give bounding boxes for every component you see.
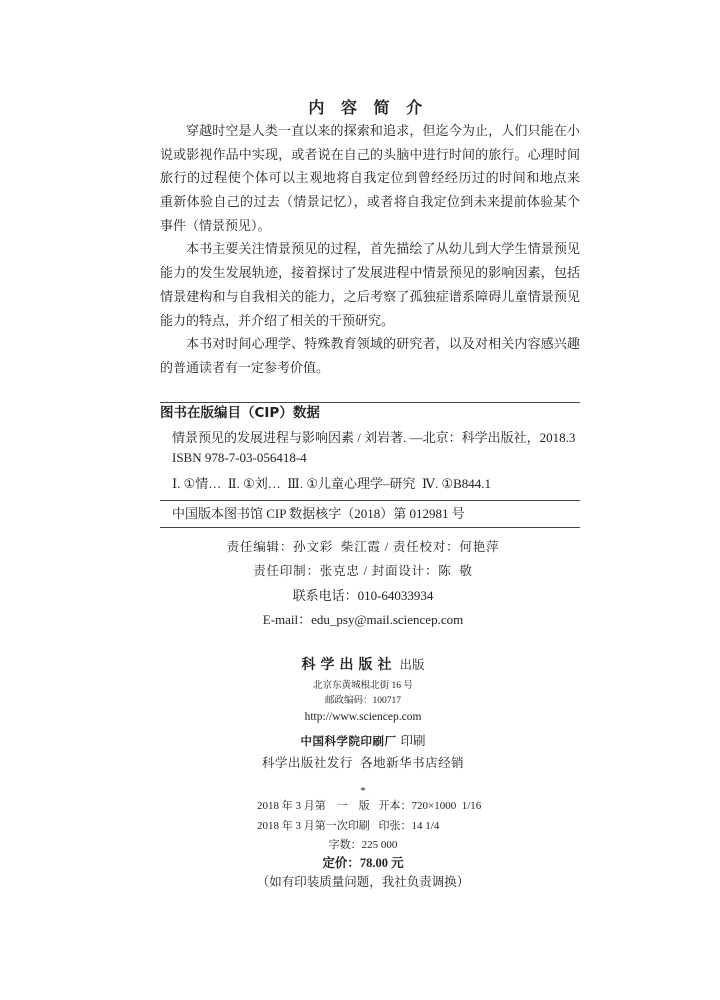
printer-role: 印刷 (400, 734, 426, 748)
publisher-name: 科学出版社 (301, 658, 397, 673)
credit-editors: 责任编辑：孙文彩 柴江霞 / 责任校对：何艳萍 (226, 540, 500, 554)
publisher-website: http://www.sciencep.com (304, 711, 422, 723)
summary-title: 内 容 简 介 (308, 98, 428, 117)
printing-row (257, 816, 439, 836)
cip-record: 情景预见的发展进程与影响因素 / 刘岩著. —北京：科学出版社，2018.3 (172, 430, 576, 445)
cip-bottom-rule (160, 527, 580, 528)
edition-row (257, 796, 481, 816)
quality-notice: （如有印装质量问题，我社负责调换） (256, 875, 470, 889)
cip-middle-rule (160, 500, 580, 501)
contact-phone: 联系电话：010-64033934 (292, 588, 434, 603)
summary-line: 事件（情景预见）。 (160, 217, 271, 233)
cip-heading: 图书在版编目（CIP）数据 (160, 405, 320, 421)
publisher-postcode: 邮政编码：100717 (324, 696, 401, 706)
edition-number: 第 一 版 (314, 800, 370, 812)
printing-number: 第一次印刷 (314, 820, 370, 832)
cip-number: 中国版本图书馆 CIP 数据核字（2018）第 012981 号 (172, 506, 465, 521)
publisher-address: 北京东黄城根北街 16 号 (313, 681, 413, 691)
printer-line (6, 731, 720, 751)
summary-line: 本书对时间心理学、特殊教育领域的研究者，以及对相关内容感兴趣 (186, 336, 580, 352)
summary-line: 情景建构和与自我相关的能力，之后考察了孤独症谱系障碍儿童情景预见 (160, 288, 580, 304)
distribution-line: 科学出版社发行 各地新华书店经销 (261, 756, 465, 770)
publisher-line (6, 655, 720, 675)
edition-date: 2018 年 3 月 (257, 800, 315, 812)
summary-line: 本书主要关注情景预见的过程，首先描绘了从幼儿到大学生情景预见 (186, 241, 580, 257)
star-separator: * (360, 785, 366, 797)
trim-size: 开本：720×1000 1/16 (378, 800, 482, 812)
summary-line: 重新体验自己的过去（情景记忆），或者将自我定位到未来提前体验某个 (160, 194, 580, 210)
publisher-role: 出版 (399, 658, 425, 672)
contact-email: E-mail：edu_psy@mail.sciencep.com (262, 612, 464, 627)
summary-body (160, 119, 580, 380)
price: 定价：78.00 元 (322, 856, 404, 870)
summary-line: 说或影视作品中实现，或者说在自己的头脑中进行时间的旅行。心理时间 (160, 146, 580, 162)
word-count: 字数：225 000 (328, 839, 398, 851)
summary-line: 旅行的过程使个体可以主观地将自我定位到曾经经历过的时间和地点来 (160, 170, 580, 186)
summary-line: 的普通读者有一定参考价值。 (160, 359, 330, 375)
printed-sheets: 印张：14 1/4 (378, 820, 440, 832)
summary-line: 能力的特点，并介绍了相关的干预研究。 (160, 312, 395, 328)
printer-name: 中国科学院印刷厂 (300, 736, 397, 748)
summary-line: 能力的发生发展轨迹，接着探讨了发展进程中情景预见的影响因素，包括 (160, 265, 580, 281)
cip-isbn: ISBN 978-7-03-056418-4 (172, 450, 307, 465)
cip-classification: Ⅰ. ①情… Ⅱ. ①刘… Ⅲ. ①儿童心理学–研究 Ⅳ. ①B844.1 (172, 476, 492, 491)
credit-production: 责任印制：张克忠 / 封面设计：陈 敬 (253, 564, 473, 578)
printing-date: 2018 年 3 月 (257, 820, 315, 832)
summary-line: 穿越时空是人类一直以来的探索和追求，但迄今为止，人们只能在小 (186, 123, 580, 138)
